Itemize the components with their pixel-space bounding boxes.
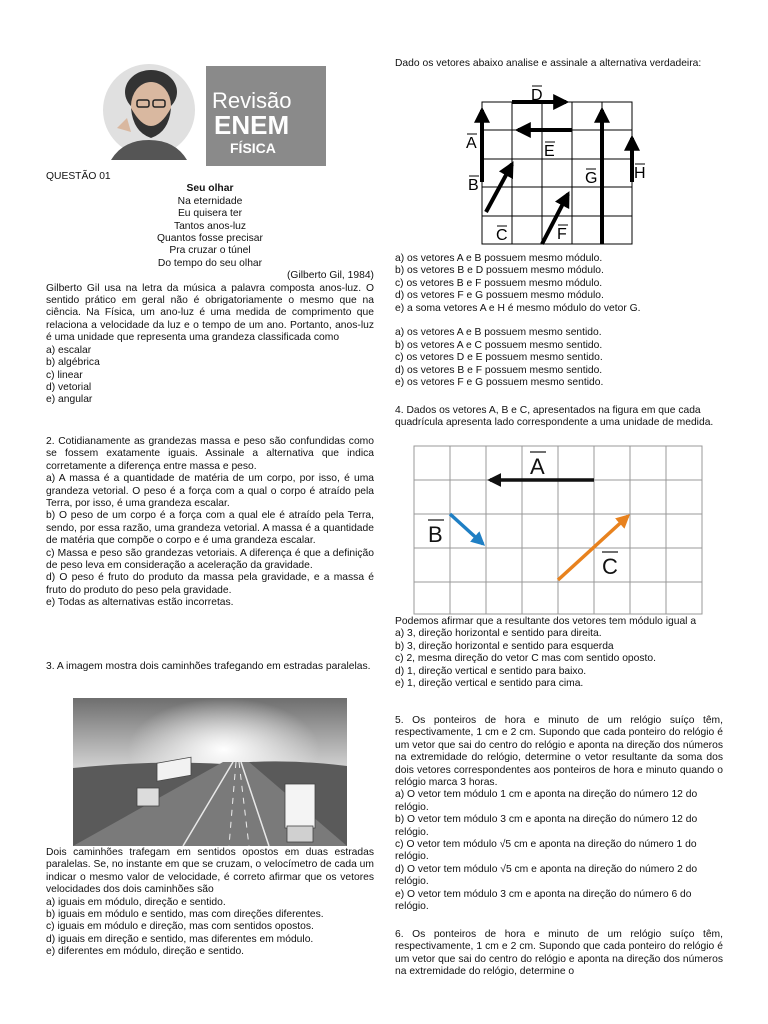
option: b) os vetores A e C possuem mesmo sentido. [395, 339, 603, 351]
poem-line: Pra cruzar o túnel [169, 245, 251, 257]
question-text: Dado os vetores abaixo analise e assinale a alternativa verdadeira: [395, 58, 702, 69]
poem-line: Tantos anos-luz [173, 220, 247, 232]
option: c) os vetores D e E possuem mesmo sentido. [395, 352, 603, 364]
teacher-avatar [103, 48, 195, 162]
option: e) O vetor tem módulo 3 cm e aponta na direção do número 6 do relógio. [395, 888, 692, 913]
option: d) vetorial [46, 381, 92, 393]
option: b) O vetor tem módulo 3 cm e aponta na direção do número 12 do relógio. [395, 814, 698, 838]
label-b: B [428, 522, 443, 547]
question-3 [46, 661, 374, 673]
option: a) 3, direção horizontal e sentido para direita. [395, 628, 602, 640]
option: c) iguais em módulo e direção, mas com sentidos opostos. [46, 921, 314, 933]
question-vectors [395, 58, 723, 70]
question-text: Gilberto Gil usa na letra da música a palavra composta anos-luz. O sentido prático em geral não é obrigatoriamente o mesmo que na ciência. Na Física, um ano-luz é uma medida de comprimento que relaciona a velocidade da luz e o tempo de um ano. Portanto, anos-luz é uma unidade que representa uma grandeza classificada como [46, 282, 374, 344]
option: b) os vetores B e D possuem mesmo módulo. [395, 265, 604, 277]
poem-line: Eu quisera ter [177, 208, 243, 220]
option: b) O peso de um corpo é a força com a qual ele é atraído pela Terra, sendo, por essa razão, uma grandeza vetorial. A massa é a quantidade de matéria que compõe o corpo e é uma grandeza escalar. [46, 510, 374, 547]
poem-author: (Gilberto Gil, 1984) [287, 270, 374, 282]
label-a: A [530, 454, 545, 479]
option: c) linear [46, 369, 83, 381]
question-text: Podemos afirmar que a resultante dos vetores tem módulo igual a [395, 616, 697, 627]
vector-grid-figure [462, 82, 652, 252]
option: a) escalar [46, 344, 92, 356]
label-f: F [557, 226, 567, 243]
question-text: 4. Dados os vetores A, B e C, apresentados na figura em que cada quadrícula apresenta lado correspondente a uma unidade de medida. [395, 405, 714, 429]
option: d) os vetores F e G possuem mesmo módulo. [395, 290, 604, 302]
option: b) 3, direção horizontal e sentido para esquerda [395, 640, 614, 652]
poem-line: Na eternidade [177, 195, 243, 207]
question-3-body [46, 847, 374, 959]
question-5 [395, 715, 723, 914]
option: a) O vetor tem módulo 1 cm e aponta na direção do número 12 do relógio. [395, 789, 698, 813]
question-4-body [395, 616, 723, 690]
poem-line: Quantos fosse precisar [157, 233, 263, 245]
option: d) 1, direção vertical e sentido para baixo. [395, 665, 587, 677]
option: e) angular [46, 394, 93, 406]
truck-right-icon [285, 784, 315, 842]
label-d: D [531, 87, 543, 104]
logo-line2: ENEM [214, 110, 290, 140]
vector-abc-figure [412, 444, 704, 616]
option: b) algébrica [46, 357, 100, 369]
label-g: G [585, 170, 598, 187]
option: e) Todas as alternativas estão incorretas. [46, 597, 234, 609]
poem [46, 183, 374, 270]
question-text: 6. Os ponteiros de hora e minuto de um relógio suíço têm, respectivamente, 1 cm e 2 cm. Supondo que cada ponteiro do relógio é um vetor que sai do centro do relógio e aponta na direção dos números na extremidade do relógio, determine o [395, 929, 723, 978]
poem-line: Do tempo do seu olhar [157, 257, 263, 269]
option: a) iguais em módulo, direção e sentido. [46, 896, 226, 908]
grid [414, 446, 702, 614]
option: d) O peso é fruto do produto da massa pela gravidade, e a massa é fruto do produto do peso pela gravidade. [46, 572, 374, 596]
label-e: E [544, 143, 555, 160]
option: a) A massa é a quantidade de matéria de um corpo, por isso, é uma grandeza vetorial. O peso é a força com a qual o corpo é atraído pela Terra, por isso, é uma grandeza escalar. [46, 473, 374, 510]
highway-trucks-photo [73, 698, 347, 846]
label-c: C [602, 554, 618, 579]
option: b) iguais em módulo e sentido, mas com direções diferentes. [46, 909, 324, 921]
option: e) os vetores F e G possuem mesmo sentido. [395, 377, 604, 389]
logo-line3: FÍSICA [230, 140, 276, 156]
label-b: B [468, 177, 479, 194]
label-a: A [466, 135, 477, 152]
option: d) os vetores B e F possuem mesmo sentido. [395, 364, 603, 376]
option: c) 2, mesma direção do vetor C mas com sentido oposto. [395, 653, 656, 665]
question-1 [46, 171, 374, 407]
question-text: Dois caminhões trafegam em sentidos opostos em duas estradas paralelas. Se, no instante em que se cruzam, o velocímetro de cada um indicar o mesmo valor de velocidade, é correto afirmar que os vetores velocidades dos dois caminhões são [46, 847, 374, 896]
option: c) O vetor tem módulo √5 cm e aponta na direção do número 1 do relógio. [395, 839, 697, 863]
revisao-enem-logo [206, 66, 326, 166]
option: c) os vetores B e F possuem mesmo módulo. [395, 277, 603, 289]
question-text: 2. Cotidianamente as grandezas massa e peso são confundidas como se fossem exatamente iguais. Assinale a alternativa que indica corretamente a diferença entre massa e peso. [46, 436, 374, 472]
label-h: H [634, 165, 646, 182]
question-vectors-options [395, 253, 723, 389]
question-4 [395, 405, 723, 430]
question-text: 3. A imagem mostra dois caminhões trafegando em estradas paralelas. [46, 661, 371, 672]
option: c) Massa e peso são grandezas vetoriais. A diferença é que a definição de peso leva em consideração a aceleração da gravidade. [46, 547, 374, 572]
option: d) iguais em direção e sentido, mas diferentes em módulo. [46, 933, 314, 945]
option: a) os vetores A e B possuem mesmo módulo. [395, 253, 603, 264]
label-c: C [496, 227, 508, 244]
option: e) a soma vetores A e H é mesmo módulo do vetor G. [395, 302, 641, 314]
poem-title: Seu olhar [186, 183, 234, 195]
option: e) 1, direção vertical e sentido para cima. [395, 678, 584, 690]
logo-line1: Revisão [212, 88, 292, 113]
question-label: QUESTÃO 01 [46, 171, 111, 182]
option: e) diferentes em módulo, direção e sentido. [46, 946, 245, 958]
grid [482, 102, 632, 244]
vector-b [450, 514, 483, 544]
option: d) O vetor tem módulo √5 cm e aponta na direção do número 2 do relógio. [395, 863, 698, 888]
question-2 [46, 436, 374, 610]
option: a) os vetores A e B possuem mesmo sentido. [395, 327, 602, 339]
question-6 [395, 929, 723, 979]
vector-b [486, 164, 512, 212]
question-text: 5. Os ponteiros de hora e minuto de um relógio suíço têm, respectivamente, 1 cm e 2 cm. Supondo que cada ponteiro do relógio é um vetor que sai do centro do relógio e aponta na direção dos números na extremidade do relógio, determine o vetor resultante da soma dos dois vetores correspondentes aos ponteiros de hora e minuto quando o relógio marca 3 horas. [395, 715, 723, 789]
